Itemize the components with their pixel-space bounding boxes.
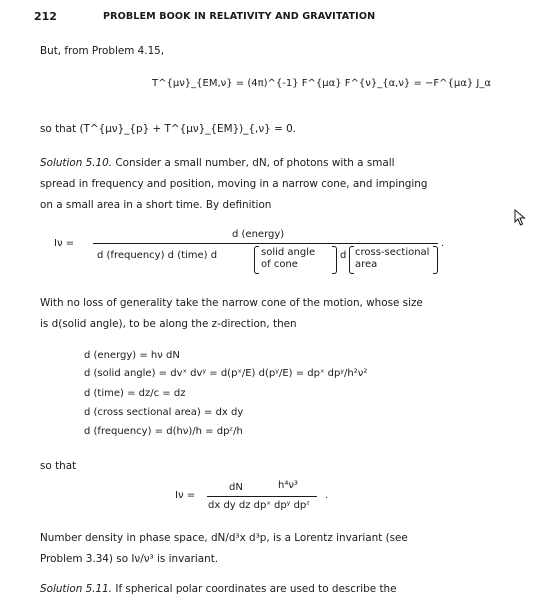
- right-bracket-solid-angle: [332, 246, 337, 274]
- paragraph-3-line-1: Number density in phase space, dN/d³x d³p, is a Lorentz invariant (see: [40, 532, 408, 544]
- left-bracket-solid-angle: [254, 246, 259, 274]
- intensity-numerator: d (energy): [232, 229, 285, 240]
- intensity-period: .: [441, 238, 445, 249]
- solution-5-11-text-1: If spherical polar coordinates are used to describe the: [115, 583, 397, 595]
- intensity-2-numerator-dn: dN: [229, 482, 243, 493]
- right-bracket-area: [433, 246, 438, 274]
- so-that-conservation: so that (T^{μν}_{p} + T^{μν}_{EM})_{,ν} = 0.: [40, 123, 296, 135]
- paragraph-2-line-2: is d(solid angle), to be along the z-direction, then: [40, 318, 297, 330]
- paragraph-2-line-1: With no loss of generality take the narrow cone of the motion, whose size: [40, 297, 423, 309]
- intensity-d: d: [340, 250, 347, 261]
- mouse-pointer-icon: [514, 209, 528, 227]
- so-that-line: so that: [40, 460, 77, 472]
- page-number: 212: [34, 10, 57, 23]
- intensity-2-numerator-h: h⁴ν³: [278, 480, 298, 491]
- equation-area: d (cross sectional area) = dx dy: [84, 407, 244, 418]
- solution-5-10-line-1: [40, 157, 395, 169]
- left-bracket-area: [349, 246, 354, 274]
- intensity-denominator-text: d (frequency) d (time) d: [97, 250, 218, 261]
- intensity-2-denominator: dx dy dz dpˣ dpʸ dpᶻ: [208, 500, 310, 511]
- paragraph-3-line-2: Problem 3.34) so Iν/ν³ is invariant.: [40, 553, 219, 565]
- cross-sectional-label: cross-sectional: [355, 247, 430, 258]
- of-cone-label: of cone: [261, 259, 298, 270]
- solution-5-11-line-1: [40, 583, 397, 595]
- intensity-lhs: Iν =: [54, 238, 75, 249]
- intro-line: But, from Problem 4.15,: [40, 45, 165, 57]
- solid-angle-label: solid angle: [261, 247, 316, 258]
- equation-solid-angle: d (solid angle) = dvˣ dvʸ = d(pˣ/E) d(pʸ/E) = dpˣ dpʸ/h²ν²: [84, 368, 368, 379]
- intensity-fraction-bar: [93, 243, 438, 244]
- running-title: PROBLEM BOOK IN RELATIVITY AND GRAVITATION: [103, 11, 376, 22]
- solution-5-10-text-1: Consider a small number, dN, of photons with a small: [115, 157, 395, 169]
- equation-maxwell-divergence: T^{μν}_{EM,ν} = (4π)^{-1} F^{μα} F^{ν}_{α,ν} = −F^{μα} J_α: [152, 78, 491, 89]
- intensity-2-lhs: Iν =: [175, 490, 196, 501]
- solution-5-10-label: Solution 5.10.: [40, 157, 113, 169]
- solution-5-11-label: Solution 5.11.: [40, 583, 113, 595]
- solution-5-10-line-2: spread in frequency and position, moving in a narrow cone, and impinging: [40, 178, 428, 190]
- area-label: area: [355, 259, 378, 270]
- equation-time: d (time) = dz/c = dz: [84, 388, 186, 399]
- solution-5-10-line-3: on a small area in a short time. By definition: [40, 199, 272, 211]
- equation-frequency: d (frequency) = d(hν)/h = dpᶻ/h: [84, 426, 243, 437]
- intensity-2-period: .: [325, 490, 329, 501]
- intensity-2-fraction-bar: [207, 496, 317, 497]
- equation-energy: d (energy) = hν dN: [84, 350, 180, 361]
